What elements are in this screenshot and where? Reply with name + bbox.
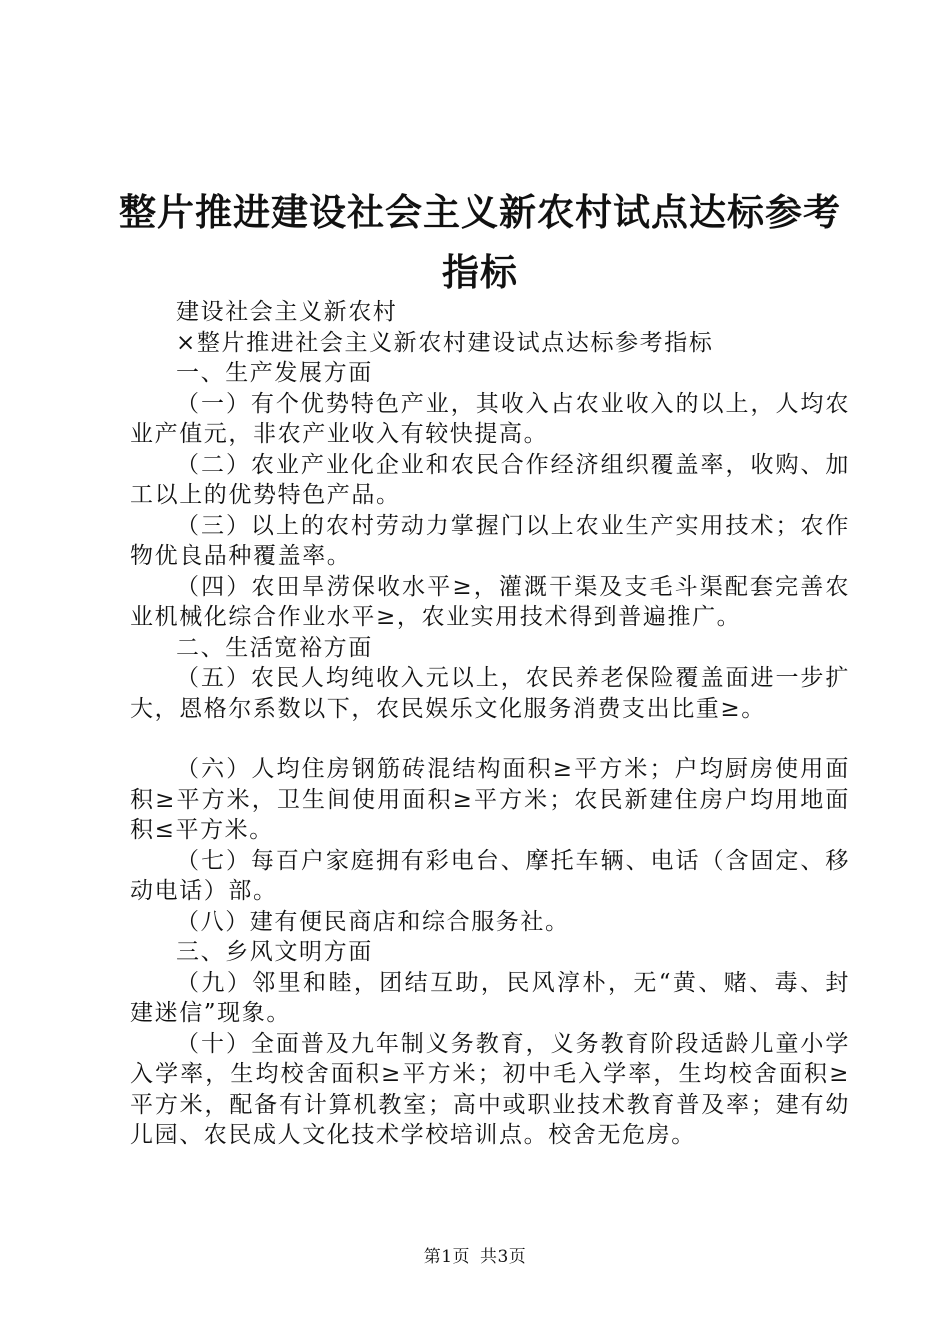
paragraph: （三）以上的农村劳动力掌握门以上农业生产实用技术；农作物优良品种覆盖率。	[130, 512, 850, 569]
paragraph: （一）有个优势特色产业，其收入占农业收入的以上，人均农业产值元，非农产业收入有较快提高。	[130, 390, 850, 447]
section-heading: 三、乡风文明方面	[176, 939, 373, 965]
page-footer	[0, 1242, 950, 1267]
paragraph: （六）人均住房钢筋砖混结构面积≥平方米；户均厨房使用面积≥平方米，卫生间使用面积≥平方米；农民新建住房户均用地面积≤平方米。	[130, 756, 850, 843]
paragraph: （二）农业产业化企业和农民合作经济组织覆盖率，收购、加工以上的优势特色产品。	[130, 451, 850, 508]
paragraph: （七）每百户家庭拥有彩电台、摩托车辆、电话（含固定、移动电话）部。	[130, 847, 850, 904]
paragraph: ×整片推进社会主义新农村建设试点达标参考指标	[176, 329, 714, 356]
paragraph: （四）农田旱涝保收水平≥，灌溉干渠及支毛斗渠配套完善农业机械化综合作业水平≥，农业实用技术得到普遍推广。	[130, 573, 850, 630]
paragraph: 建设社会主义新农村	[176, 299, 398, 325]
page-number: 第1页	[423, 1247, 471, 1267]
document-body	[130, 297, 850, 1151]
page-total: 共3页	[479, 1247, 527, 1267]
paragraph: （五）农民人均纯收入元以上，农民养老保险覆盖面进一步扩大，恩格尔系数以下，农民娱乐文化服务消费支出比重≥。	[130, 665, 850, 722]
section-heading: 二、生活宽裕方面	[176, 634, 373, 661]
document-title: 整片推进建设社会主义新农村试点达标参考指标	[119, 190, 841, 294]
paragraph: （十）全面普及九年制义务教育，义务教育阶段适龄儿童小学入学率，生均校舍面积≥平方米；初中毛入学率，生均校舍面积≥平方米，配备有计算机教室；高中或职业技术教育普及率；建有幼儿园、农民成人文化技术学校培训点。校舍无危房。	[130, 1030, 850, 1148]
paragraph: （九）邻里和睦，团结互助，民风淳朴，无“黄、赌、毒、封建迷信”现象。	[130, 969, 850, 1026]
section-heading: 一、生产发展方面	[176, 360, 373, 386]
paragraph: （八）建有便民商店和综合服务社。	[176, 908, 570, 935]
